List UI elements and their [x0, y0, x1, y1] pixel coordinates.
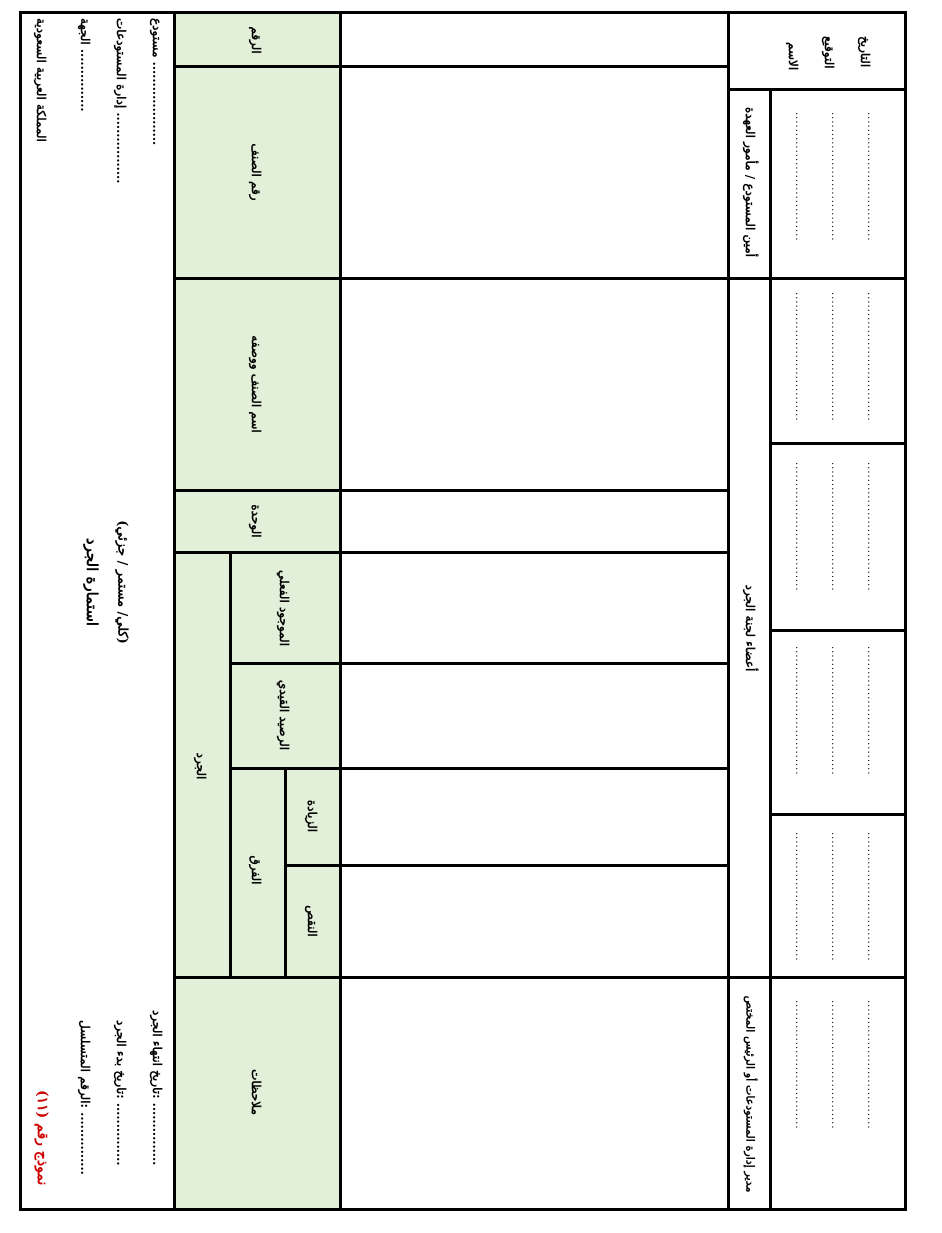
col-unit: الوحدة	[249, 504, 263, 538]
cell-book[interactable]	[342, 665, 727, 767]
col-actual: الموجود الفعلي	[277, 569, 291, 647]
keeper-signature-line[interactable]: ...............................	[829, 112, 840, 242]
entity-field[interactable]: الجهة ...............	[78, 18, 92, 112]
cell-shortage[interactable]	[342, 867, 727, 976]
sig-top-line	[730, 88, 907, 91]
col-number: الرقم	[249, 26, 263, 54]
cell-increase[interactable]	[342, 770, 727, 864]
legend-signature: التوقيع	[822, 36, 836, 69]
col-difference: الفرق	[249, 855, 263, 885]
inventory-divider	[229, 553, 232, 978]
member4-signature-line[interactable]: ...............................	[829, 832, 840, 962]
sig-inner-vline	[769, 88, 772, 1211]
cell-item-name[interactable]	[342, 280, 727, 489]
col-increase: الزيادة	[305, 799, 319, 833]
legend-name: الاسم	[786, 42, 800, 71]
warehouse-admin-field[interactable]: إدارة المستودعات .................	[114, 18, 128, 184]
committee-label: أعضاء لجنة الجرد	[743, 584, 757, 672]
end-date-field[interactable]: تاريخ انتهاء الجرد: ...............	[150, 1010, 164, 1166]
col-shortage: النقص	[305, 905, 319, 937]
cell-notes[interactable]	[342, 979, 727, 1208]
member1-signature-line[interactable]: ...............................	[829, 292, 840, 422]
member3-date-line[interactable]: ...............................	[865, 646, 876, 776]
form-number-label: نموذج رقم (١١)	[34, 1090, 50, 1186]
member1-date-line[interactable]: ...............................	[865, 292, 876, 422]
keeper-label: أمين المستودع / مأمور العهدة	[743, 107, 757, 257]
cell-number[interactable]	[342, 14, 727, 65]
col-item-no: رقم الصنف	[249, 143, 263, 201]
legend-date: التاريخ	[858, 36, 872, 68]
sig-committee-bottom	[730, 976, 907, 979]
form-subtitle: (كلي/ مستمر / جزئي)	[114, 520, 130, 644]
member3-signature-line[interactable]: ...............................	[829, 646, 840, 776]
manager-name-line[interactable]: ...............................	[793, 1000, 804, 1130]
col-book: الرصيد القيدي	[277, 679, 291, 751]
member4-date-line[interactable]: ...............................	[865, 832, 876, 962]
manager-signature-line[interactable]: ...............................	[829, 1000, 840, 1130]
member2-signature-line[interactable]: ...............................	[829, 462, 840, 592]
col-item-name: اسم الصنف ووصفه	[249, 335, 263, 433]
cell-item-no[interactable]	[342, 68, 727, 277]
col-notes: ملاحظات	[249, 1069, 263, 1115]
member1-name-line[interactable]: ...............................	[793, 292, 804, 422]
manager-date-line[interactable]: ...............................	[865, 1000, 876, 1130]
cell-unit[interactable]	[342, 492, 727, 551]
kingdom-label: المملكة العربية السعودية	[34, 18, 48, 142]
difference-divider	[284, 768, 287, 978]
member4-name-line[interactable]: ...............................	[793, 832, 804, 962]
member2-date-line[interactable]: ...............................	[865, 462, 876, 592]
keeper-name-line[interactable]: ...............................	[793, 112, 804, 242]
member3-name-line[interactable]: ...............................	[793, 646, 804, 776]
member2-name-line[interactable]: ...............................	[793, 462, 804, 592]
sig-member-line-3	[772, 813, 907, 816]
data-right-border	[727, 11, 730, 1211]
warehouse-field[interactable]: مستودع ....................	[150, 18, 164, 146]
serial-field[interactable]: الرقم المتسلسل: ...............	[78, 1020, 92, 1175]
keeper-date-line[interactable]: ...............................	[865, 112, 876, 242]
sig-member-line-1	[772, 442, 907, 445]
manager-label: مدير إدارة المستودعات أو الرئيس المختص	[743, 995, 757, 1193]
sig-keeper-bottom	[730, 277, 907, 280]
sig-member-line-2	[772, 629, 907, 632]
form-title: استمارة الجرد	[83, 537, 101, 627]
start-date-field[interactable]: تاريخ بدء الجرد: ...............	[114, 1020, 128, 1166]
cell-actual[interactable]	[342, 554, 727, 662]
col-inventory: الجرد	[194, 752, 208, 780]
